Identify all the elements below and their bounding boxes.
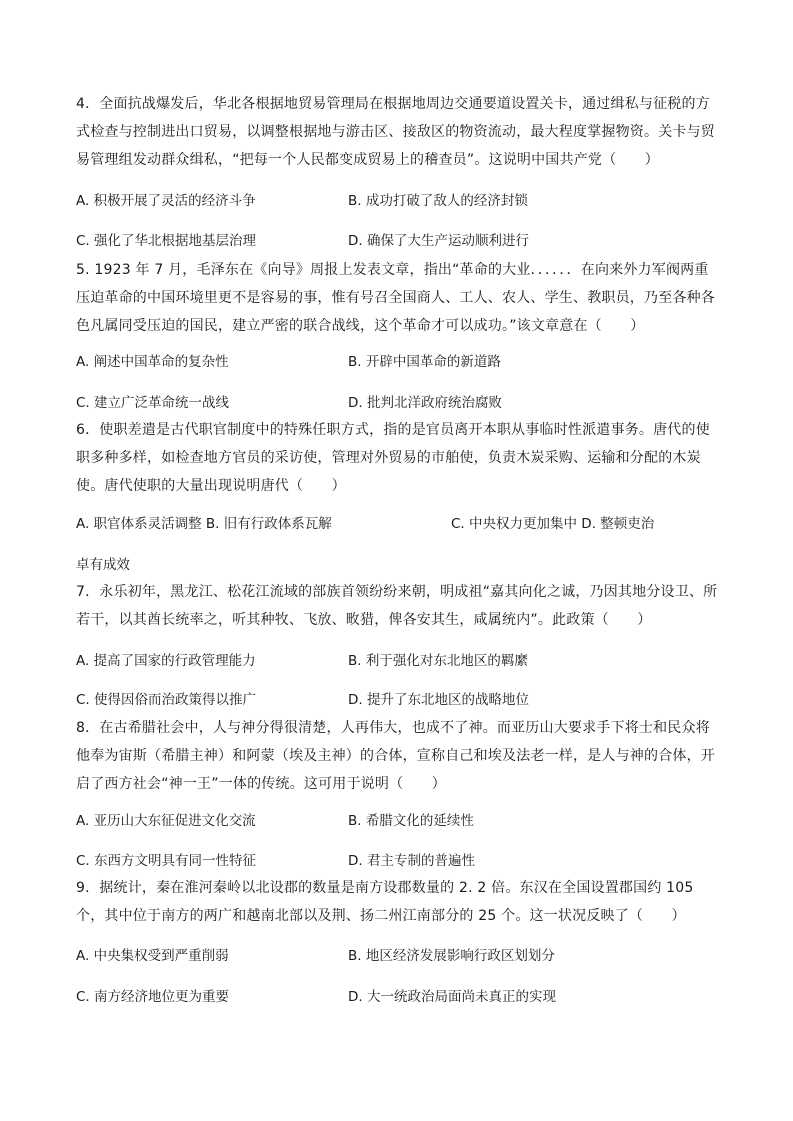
question-stem: 5. 1923 年 7 月，毛泽东在《向导》周报上发表文章，指出“革命的大业．．．．．．在向来外力军阀两重压迫革命的中国环境里更不是容易的事，惟有号召全国商人、工人、农人、学生、教职员，乃至各种各色凡属同受压迫的国民，建立严密的联合战线，这个革命才可以成功。”该文章意在（ ）: [76, 262, 715, 334]
question-9: [76, 874, 718, 930]
option-b[interactable]: B. 利于强化对东北地区的羁縻: [348, 653, 528, 669]
option-c[interactable]: C. 建立广泛革命统一战线: [76, 395, 230, 411]
options-cd[interactable]: C. 中央权力更加集中 D. 整顿吏治: [451, 516, 655, 532]
option-a[interactable]: A. 中央集权受到严重削弱: [76, 948, 229, 964]
option-d[interactable]: D. 批判北洋政府统治腐败: [348, 395, 502, 411]
question-stem: 6．使职差遣是古代职官制度中的特殊任职方式，指的是官员离开本职从事临时性派遣事务。唐代的使职多种多样，如检查地方官员的采访使，管理对外贸易的市舶使，负责木炭采购、运输和分配的木炭使。唐代使职的大量出现说明唐代（ ）: [76, 422, 710, 494]
question-stem: 4．全面抗战爆发后，华北各根据地贸易管理局在根据地周边交通要道设置关卡，通过缉私与征税的方式检查与控制进出口贸易，以调整根据地与游击区、接敌区的物资流动，最大程度掌握物资。关卡与贸易管理组发动群众缉私，“把每一个人民都变成贸易上的稽查员”。这说明中国共产党（ ）: [76, 96, 715, 168]
question-4: [76, 90, 718, 174]
question-8: [76, 714, 718, 798]
question-7: [76, 578, 718, 634]
option-c[interactable]: C. 东西方文明具有同一性特征: [76, 853, 257, 869]
option-b[interactable]: B. 地区经济发展影响行政区划划分: [348, 948, 555, 964]
option-b[interactable]: B. 开辟中国革命的新道路: [348, 354, 501, 370]
options-ab[interactable]: A. 职官体系灵活调整 B. 旧有行政体系瓦解: [76, 516, 332, 532]
option-a[interactable]: A. 阐述中国革命的复杂性: [76, 354, 229, 370]
question-5: [76, 256, 718, 340]
option-a[interactable]: A. 提高了国家的行政管理能力: [76, 653, 256, 669]
option-b[interactable]: B. 成功打破了敌人的经济封锁: [348, 193, 528, 209]
option-c[interactable]: C. 使得因俗而治政策得以推广: [76, 692, 257, 708]
option-d[interactable]: D. 君主专制的普遍性: [348, 853, 475, 869]
option-b[interactable]: B. 希腊文化的延续性: [348, 813, 474, 829]
option-c[interactable]: C. 强化了华北根据地基层治理: [76, 233, 257, 249]
question-stem: 9．据统计，秦在淮河秦岭以北设郡的数量是南方设郡数量的 2. 2 倍。东汉在全国设置郡国约 105 个，其中位于南方的两广和越南北部以及荆、扬二州江南部分的 25 个。这一状况反映了（ ）: [76, 880, 694, 924]
question-stem: 8．在古希腊社会中，人与神分得很清楚，人再伟大，也成不了神。而亚历山大要求手下将士和民众将他奉为宙斯（希腊主神）和阿蒙（埃及主神）的合体，宣称自己和埃及法老一样，是人与神的合体，开启了西方社会“神一王”一体的传统。这可用于说明（ ）: [76, 720, 715, 792]
option-d[interactable]: D. 提升了东北地区的战略地位: [348, 692, 529, 708]
question-stem: 7．永乐初年，黑龙江、松花江流域的部族首领纷纷来朝，明成祖“嘉其向化之诚，乃因其地分设卫、所若干，以其酋长统率之，听其种牧、飞放、畋猎，俾各安其生，咸属统内”。此政策（ ）: [76, 584, 718, 628]
option-a[interactable]: A. 亚历山大东征促进文化交流: [76, 813, 256, 829]
question-6: [76, 416, 718, 500]
option-c[interactable]: C. 南方经济地位更为重要: [76, 989, 230, 1005]
option-d-wrap: 卓有成效: [76, 557, 130, 573]
option-d[interactable]: D. 大一统政治局面尚未真正的实现: [348, 989, 556, 1005]
option-a[interactable]: A. 积极开展了灵活的经济斗争: [76, 193, 256, 209]
option-d[interactable]: D. 确保了大生产运动顺利进行: [348, 233, 529, 249]
